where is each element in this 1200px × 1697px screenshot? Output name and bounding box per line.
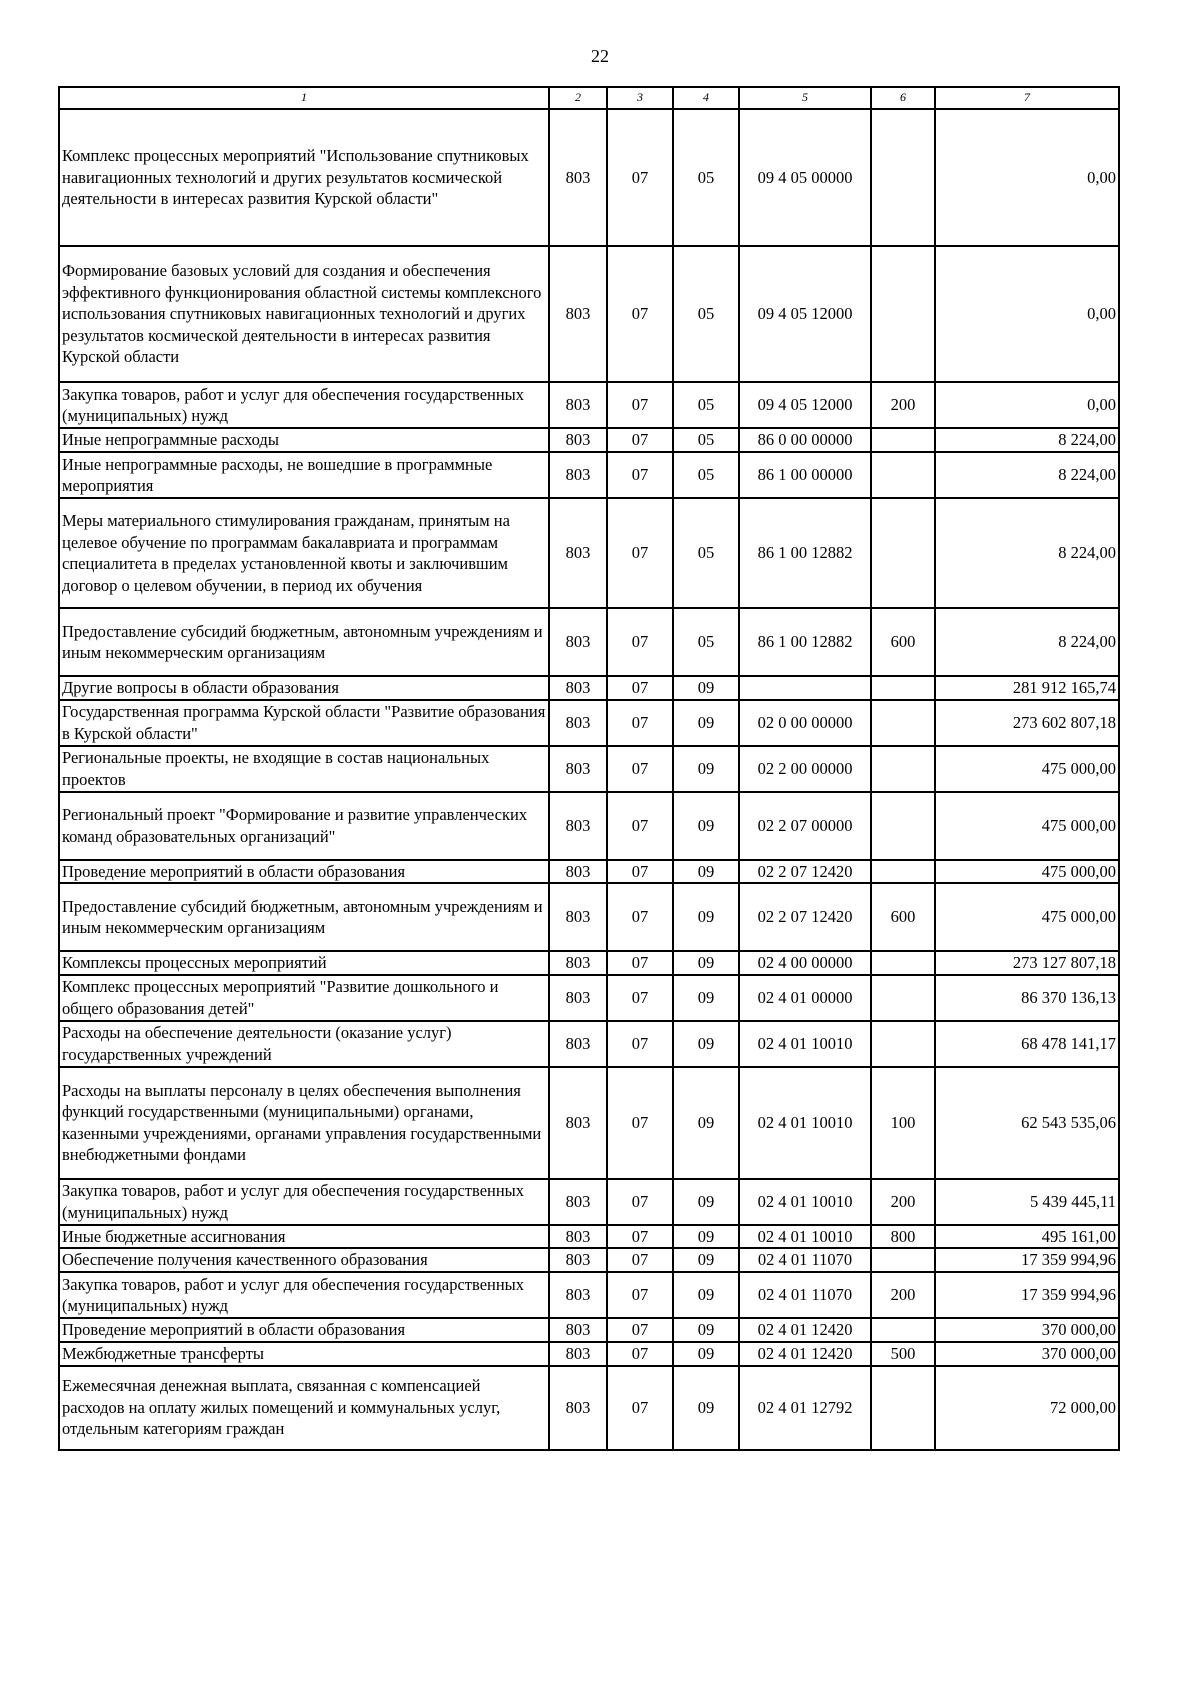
- section-code-cell: 07: [607, 382, 673, 428]
- grbs-code-cell: 803: [549, 951, 607, 975]
- table-row: [59, 975, 1119, 1021]
- section-code-cell: 07: [607, 1248, 673, 1272]
- expense-type-cell: [871, 246, 935, 382]
- table-row: [59, 1272, 1119, 1318]
- target-article-cell: 02 4 01 12420: [739, 1318, 871, 1342]
- target-article-cell: [739, 676, 871, 700]
- target-article-cell: 09 4 05 00000: [739, 109, 871, 246]
- expense-type-cell: [871, 1248, 935, 1272]
- table-row: [59, 382, 1119, 428]
- target-article-cell: 02 4 01 12420: [739, 1342, 871, 1366]
- amount-cell: 0,00: [935, 382, 1119, 428]
- section-code-cell: 07: [607, 746, 673, 792]
- section-code-cell: 07: [607, 700, 673, 746]
- target-article-cell: 02 4 01 00000: [739, 975, 871, 1021]
- amount-cell: 370 000,00: [935, 1318, 1119, 1342]
- expense-type-cell: [871, 746, 935, 792]
- grbs-code-cell: 803: [549, 860, 607, 884]
- expense-type-cell: [871, 1021, 935, 1067]
- grbs-code-cell: 803: [549, 1179, 607, 1225]
- amount-cell: 72 000,00: [935, 1366, 1119, 1450]
- section-code-cell: 07: [607, 883, 673, 951]
- grbs-code-cell: 803: [549, 428, 607, 452]
- amount-cell: 5 439 445,11: [935, 1179, 1119, 1225]
- amount-cell: 8 224,00: [935, 498, 1119, 608]
- table-row: [59, 498, 1119, 608]
- row-name-cell: Обеспечение получения качественного образования: [59, 1248, 549, 1272]
- subsection-code-cell: 09: [673, 1366, 739, 1450]
- grbs-code-cell: 803: [549, 883, 607, 951]
- grbs-code-cell: 803: [549, 109, 607, 246]
- grbs-code-cell: 803: [549, 1318, 607, 1342]
- subsection-code-cell: 09: [673, 860, 739, 884]
- section-code-cell: 07: [607, 1021, 673, 1067]
- target-article-cell: 86 1 00 00000: [739, 452, 871, 498]
- amount-cell: 8 224,00: [935, 608, 1119, 676]
- subsection-code-cell: 05: [673, 109, 739, 246]
- grbs-code-cell: 803: [549, 498, 607, 608]
- section-code-cell: 07: [607, 452, 673, 498]
- subsection-code-cell: 09: [673, 1021, 739, 1067]
- subsection-code-cell: 05: [673, 498, 739, 608]
- grbs-code-cell: 803: [549, 608, 607, 676]
- expense-type-cell: 100: [871, 1067, 935, 1179]
- grbs-code-cell: 803: [549, 1342, 607, 1366]
- amount-cell: 0,00: [935, 109, 1119, 246]
- expense-type-cell: 500: [871, 1342, 935, 1366]
- table-row: [59, 452, 1119, 498]
- grbs-code-cell: 803: [549, 1366, 607, 1450]
- row-name-cell: Межбюджетные трансферты: [59, 1342, 549, 1366]
- expense-type-cell: [871, 700, 935, 746]
- expense-type-cell: [871, 1318, 935, 1342]
- target-article-cell: 02 2 07 12420: [739, 860, 871, 884]
- grbs-code-cell: 803: [549, 676, 607, 700]
- section-code-cell: 07: [607, 1366, 673, 1450]
- subsection-code-cell: 09: [673, 1067, 739, 1179]
- subsection-code-cell: 09: [673, 1318, 739, 1342]
- row-name-cell: Комплексы процессных мероприятий: [59, 951, 549, 975]
- target-article-cell: 02 0 00 00000: [739, 700, 871, 746]
- target-article-cell: 09 4 05 12000: [739, 382, 871, 428]
- column-header: 2: [549, 87, 607, 109]
- amount-cell: 475 000,00: [935, 746, 1119, 792]
- expense-type-cell: [871, 951, 935, 975]
- table-row: [59, 700, 1119, 746]
- subsection-code-cell: 09: [673, 1272, 739, 1318]
- section-code-cell: 07: [607, 246, 673, 382]
- row-name-cell: Ежемесячная денежная выплата, связанная с компенсацией расходов на оплату жилых помещений и коммунальных услуг, отдельным категориям граждан: [59, 1366, 549, 1450]
- expense-type-cell: [871, 452, 935, 498]
- section-code-cell: 07: [607, 951, 673, 975]
- row-name-cell: Предоставление субсидий бюджетным, автономным учреждениям и иным некоммерческим организациям: [59, 883, 549, 951]
- table-row: [59, 1248, 1119, 1272]
- amount-cell: 495 161,00: [935, 1225, 1119, 1249]
- amount-cell: 62 543 535,06: [935, 1067, 1119, 1179]
- section-code-cell: 07: [607, 1179, 673, 1225]
- grbs-code-cell: 803: [549, 1272, 607, 1318]
- table-row: [59, 1179, 1119, 1225]
- grbs-code-cell: 803: [549, 792, 607, 860]
- section-code-cell: 07: [607, 676, 673, 700]
- table-row: [59, 1366, 1119, 1450]
- subsection-code-cell: 09: [673, 1179, 739, 1225]
- grbs-code-cell: 803: [549, 1021, 607, 1067]
- subsection-code-cell: 09: [673, 1225, 739, 1249]
- column-header: 3: [607, 87, 673, 109]
- table-row: [59, 951, 1119, 975]
- grbs-code-cell: 803: [549, 975, 607, 1021]
- column-header: 6: [871, 87, 935, 109]
- amount-cell: 68 478 141,17: [935, 1021, 1119, 1067]
- row-name-cell: Закупка товаров, работ и услуг для обеспечения государственных (муниципальных) нужд: [59, 1179, 549, 1225]
- subsection-code-cell: 09: [673, 676, 739, 700]
- subsection-code-cell: 05: [673, 452, 739, 498]
- amount-cell: 281 912 165,74: [935, 676, 1119, 700]
- amount-cell: 17 359 994,96: [935, 1272, 1119, 1318]
- expense-type-cell: [871, 498, 935, 608]
- page-number: 22: [591, 46, 609, 66]
- amount-cell: 17 359 994,96: [935, 1248, 1119, 1272]
- subsection-code-cell: 09: [673, 1248, 739, 1272]
- target-article-cell: 09 4 05 12000: [739, 246, 871, 382]
- table-row: [59, 246, 1119, 382]
- column-header: 7: [935, 87, 1119, 109]
- grbs-code-cell: 803: [549, 452, 607, 498]
- expense-type-cell: 200: [871, 1179, 935, 1225]
- amount-cell: 370 000,00: [935, 1342, 1119, 1366]
- table-header-row: [59, 87, 1119, 109]
- target-article-cell: 02 4 01 12792: [739, 1366, 871, 1450]
- row-name-cell: Комплекс процессных мероприятий "Развитие дошкольного и общего образования детей": [59, 975, 549, 1021]
- row-name-cell: Региональный проект "Формирование и развитие управленческих команд образовательных организаций": [59, 792, 549, 860]
- grbs-code-cell: 803: [549, 382, 607, 428]
- expense-type-cell: 600: [871, 608, 935, 676]
- subsection-code-cell: 05: [673, 246, 739, 382]
- section-code-cell: 07: [607, 498, 673, 608]
- target-article-cell: 02 4 01 10010: [739, 1225, 871, 1249]
- section-code-cell: 07: [607, 1225, 673, 1249]
- subsection-code-cell: 09: [673, 746, 739, 792]
- column-header: 4: [673, 87, 739, 109]
- table-row: [59, 428, 1119, 452]
- row-name-cell: Меры материального стимулирования гражданам, принятым на целевое обучение по программам бакалавриата и программам специалитета в пределах установленной квоты и заключившим договор о целевом обучении, в период их обучения: [59, 498, 549, 608]
- table-row: [59, 676, 1119, 700]
- row-name-cell: Проведение мероприятий в области образования: [59, 860, 549, 884]
- row-name-cell: Региональные проекты, не входящие в состав национальных проектов: [59, 746, 549, 792]
- subsection-code-cell: 09: [673, 883, 739, 951]
- table-row: [59, 746, 1119, 792]
- row-name-cell: Другие вопросы в области образования: [59, 676, 549, 700]
- expense-type-cell: 200: [871, 1272, 935, 1318]
- amount-cell: 475 000,00: [935, 860, 1119, 884]
- table-row: [59, 1342, 1119, 1366]
- grbs-code-cell: 803: [549, 746, 607, 792]
- amount-cell: 86 370 136,13: [935, 975, 1119, 1021]
- amount-cell: 273 127 807,18: [935, 951, 1119, 975]
- expense-type-cell: 800: [871, 1225, 935, 1249]
- section-code-cell: 07: [607, 860, 673, 884]
- target-article-cell: 86 0 00 00000: [739, 428, 871, 452]
- budget-table-body: [59, 87, 1119, 1450]
- subsection-code-cell: 09: [673, 951, 739, 975]
- target-article-cell: 02 2 00 00000: [739, 746, 871, 792]
- target-article-cell: 02 4 00 00000: [739, 951, 871, 975]
- amount-cell: 475 000,00: [935, 883, 1119, 951]
- expense-type-cell: [871, 676, 935, 700]
- table-row: [59, 109, 1119, 246]
- subsection-code-cell: 09: [673, 792, 739, 860]
- row-name-cell: Иные бюджетные ассигнования: [59, 1225, 549, 1249]
- amount-cell: 475 000,00: [935, 792, 1119, 860]
- target-article-cell: 02 4 01 10010: [739, 1067, 871, 1179]
- row-name-cell: Закупка товаров, работ и услуг для обеспечения государственных (муниципальных) нужд: [59, 1272, 549, 1318]
- amount-cell: 273 602 807,18: [935, 700, 1119, 746]
- section-code-cell: 07: [607, 608, 673, 676]
- subsection-code-cell: 09: [673, 975, 739, 1021]
- target-article-cell: 02 4 01 10010: [739, 1179, 871, 1225]
- subsection-code-cell: 05: [673, 608, 739, 676]
- expense-type-cell: [871, 109, 935, 246]
- section-code-cell: 07: [607, 1342, 673, 1366]
- table-row: [59, 1225, 1119, 1249]
- row-name-cell: Проведение мероприятий в области образования: [59, 1318, 549, 1342]
- row-name-cell: Расходы на обеспечение деятельности (оказание услуг) государственных учреждений: [59, 1021, 549, 1067]
- row-name-cell: Комплекс процессных мероприятий "Использование спутниковых навигационных технологий и других результатов космической деятельности в интересах развития Курской области": [59, 109, 549, 246]
- section-code-cell: 07: [607, 975, 673, 1021]
- table-row: [59, 860, 1119, 884]
- target-article-cell: 02 2 07 00000: [739, 792, 871, 860]
- target-article-cell: 02 4 01 11070: [739, 1248, 871, 1272]
- row-name-cell: Расходы на выплаты персоналу в целях обеспечения выполнения функций государственными (муниципальными) органами, казенными учреждениями, органами управления государственными внебюджетными фондами: [59, 1067, 549, 1179]
- grbs-code-cell: 803: [549, 246, 607, 382]
- table-row: [59, 1067, 1119, 1179]
- row-name-cell: Иные непрограммные расходы, не вошедшие в программные мероприятия: [59, 452, 549, 498]
- expense-type-cell: 600: [871, 883, 935, 951]
- expense-type-cell: [871, 1366, 935, 1450]
- table-row: [59, 608, 1119, 676]
- subsection-code-cell: 09: [673, 700, 739, 746]
- row-name-cell: Государственная программа Курской области "Развитие образования в Курской области": [59, 700, 549, 746]
- subsection-code-cell: 09: [673, 1342, 739, 1366]
- row-name-cell: Предоставление субсидий бюджетным, автономным учреждениям и иным некоммерческим организациям: [59, 608, 549, 676]
- expense-type-cell: [871, 428, 935, 452]
- budget-table: [58, 86, 1120, 1451]
- section-code-cell: 07: [607, 1272, 673, 1318]
- subsection-code-cell: 05: [673, 382, 739, 428]
- grbs-code-cell: 803: [549, 1067, 607, 1179]
- expense-type-cell: [871, 975, 935, 1021]
- table-row: [59, 1021, 1119, 1067]
- target-article-cell: 02 4 01 11070: [739, 1272, 871, 1318]
- table-row: [59, 1318, 1119, 1342]
- section-code-cell: 07: [607, 109, 673, 246]
- section-code-cell: 07: [607, 428, 673, 452]
- section-code-cell: 07: [607, 1067, 673, 1179]
- target-article-cell: 86 1 00 12882: [739, 608, 871, 676]
- expense-type-cell: 200: [871, 382, 935, 428]
- amount-cell: 0,00: [935, 246, 1119, 382]
- table-row: [59, 792, 1119, 860]
- subsection-code-cell: 05: [673, 428, 739, 452]
- column-header: 1: [59, 87, 549, 109]
- column-header: 5: [739, 87, 871, 109]
- grbs-code-cell: 803: [549, 700, 607, 746]
- expense-type-cell: [871, 792, 935, 860]
- row-name-cell: Иные непрограммные расходы: [59, 428, 549, 452]
- section-code-cell: 07: [607, 792, 673, 860]
- amount-cell: 8 224,00: [935, 452, 1119, 498]
- grbs-code-cell: 803: [549, 1225, 607, 1249]
- table-row: [59, 883, 1119, 951]
- target-article-cell: 86 1 00 12882: [739, 498, 871, 608]
- grbs-code-cell: 803: [549, 1248, 607, 1272]
- target-article-cell: 02 2 07 12420: [739, 883, 871, 951]
- row-name-cell: Закупка товаров, работ и услуг для обеспечения государственных (муниципальных) нужд: [59, 382, 549, 428]
- row-name-cell: Формирование базовых условий для создания и обеспечения эффективного функционирования областной системы комплексного использования спутниковых навигационных технологий и других результатов космической деятельности в интересах развития Курской области: [59, 246, 549, 382]
- expense-type-cell: [871, 860, 935, 884]
- amount-cell: 8 224,00: [935, 428, 1119, 452]
- section-code-cell: 07: [607, 1318, 673, 1342]
- target-article-cell: 02 4 01 10010: [739, 1021, 871, 1067]
